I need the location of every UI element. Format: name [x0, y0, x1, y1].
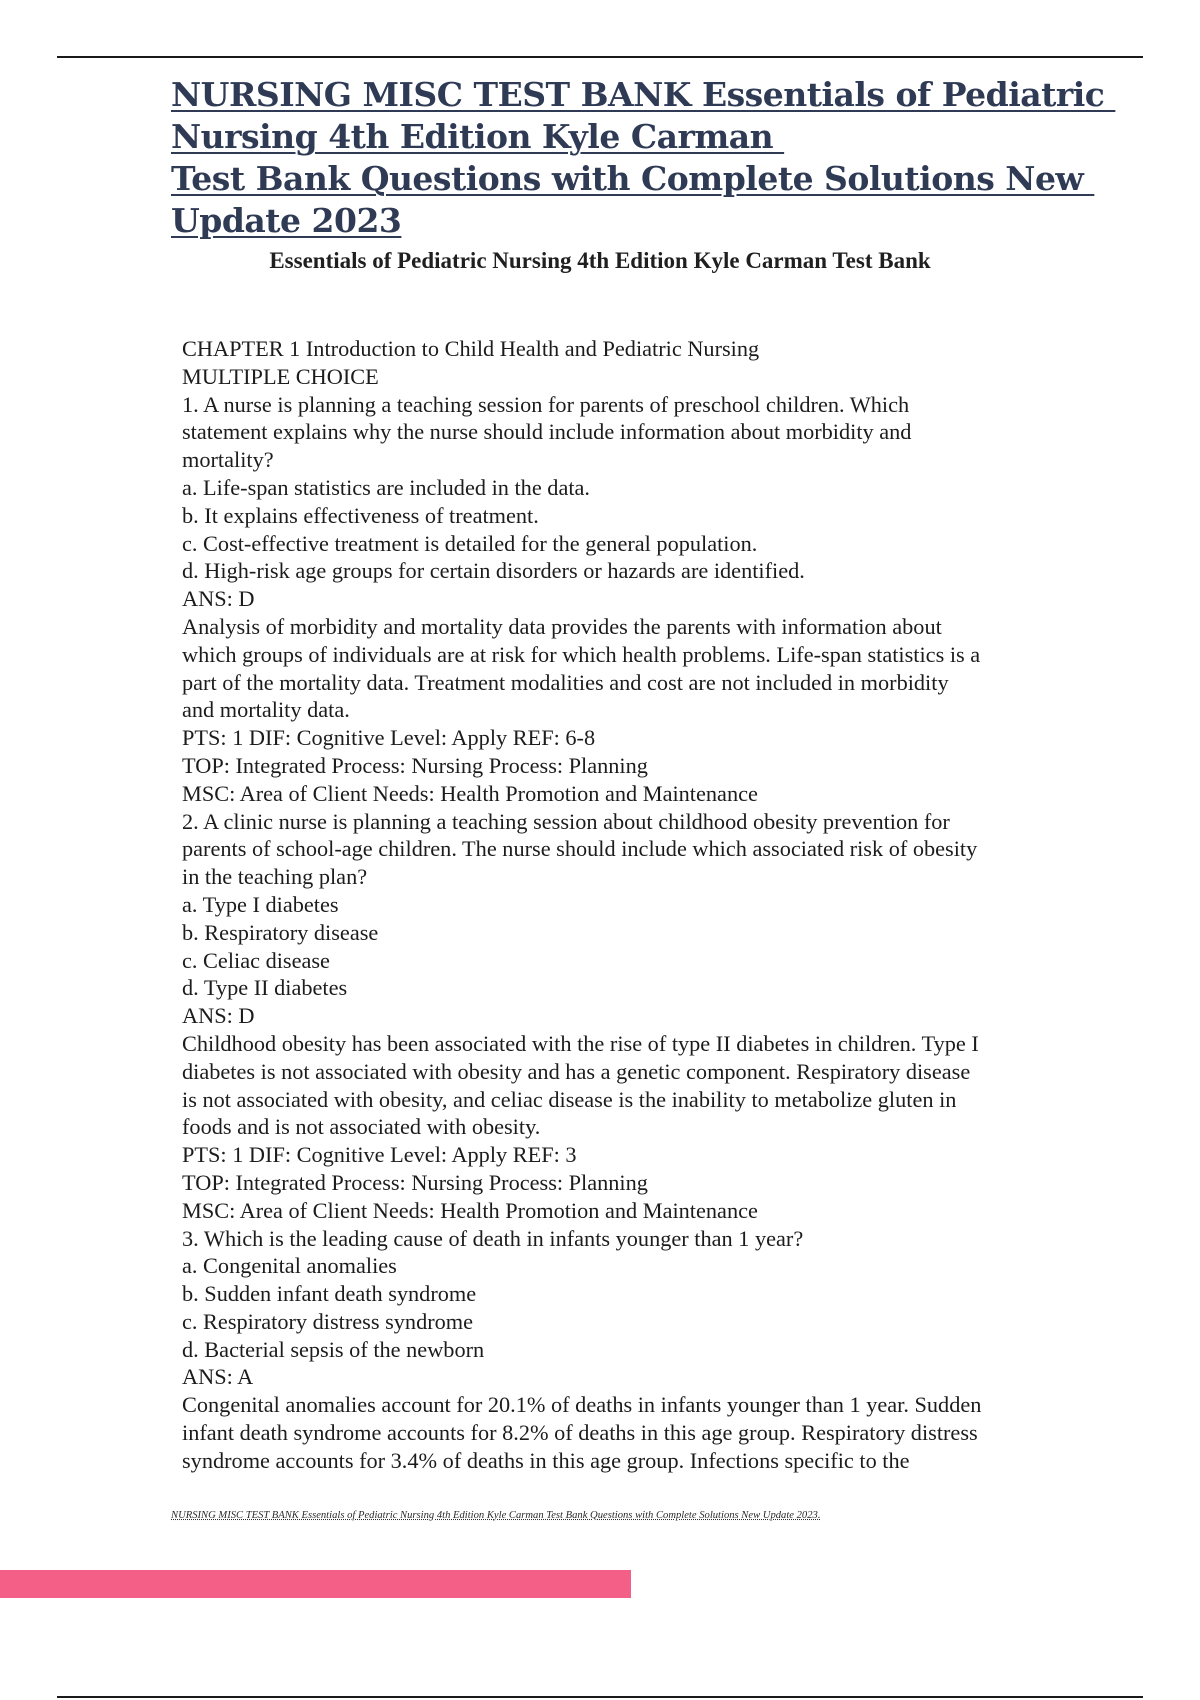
rationale-text: syndrome accounts for 3.4% of deaths in this age group. Infections specific to the	[182, 1447, 910, 1473]
rationale-text: diabetes is not associated with obesity and has a genetic component. Respiratory disease	[182, 1058, 971, 1084]
answer-option: d. Bacterial sepsis of the newborn	[182, 1336, 485, 1362]
title-line: Nursing 4th Edition Kyle Carman	[171, 117, 785, 156]
answer-key: ANS: D	[182, 1003, 255, 1029]
answer-option: d. High-risk age groups for certain disorders or hazards are identified.	[182, 558, 805, 584]
answer-key: ANS: D	[182, 586, 255, 612]
metadata-line: MSC: Area of Client Needs: Health Promotion and Maintenance	[182, 780, 758, 806]
answer-option: a. Type I diabetes	[182, 891, 339, 917]
rationale-text: which groups of individuals are at risk for which health problems. Life-span statistics is a	[182, 641, 981, 667]
metadata-line: PTS: 1 DIF: Cognitive Level: Apply REF: 3	[182, 1142, 577, 1168]
answer-key: ANS: A	[182, 1364, 254, 1390]
accent-bar	[0, 1570, 631, 1598]
answer-option: c. Celiac disease	[182, 947, 330, 973]
answer-option: b. It explains effectiveness of treatment.	[182, 502, 539, 528]
metadata-line: PTS: 1 DIF: Cognitive Level: Apply REF: 6-8	[182, 725, 596, 751]
question-text: 3. Which is the leading cause of death in infants younger than 1 year?	[182, 1225, 804, 1251]
document-body	[182, 335, 1062, 1475]
title-line: Test Bank Questions with Complete Solutions New	[171, 159, 1095, 198]
answer-option: b. Respiratory disease	[182, 919, 379, 945]
question-text: 1. A nurse is planning a teaching session for parents of preschool children. Which	[182, 391, 910, 417]
document-subtitle: Essentials of Pediatric Nursing 4th Edition Kyle Carman Test Bank	[269, 248, 931, 273]
question-text: mortality?	[182, 447, 274, 473]
top-divider	[57, 56, 1143, 58]
title-line: Update 2023	[171, 201, 402, 240]
answer-option: b. Sudden infant death syndrome	[182, 1281, 477, 1307]
question-text: statement explains why the nurse should include information about morbidity and	[182, 419, 912, 445]
answer-option: c. Cost-effective treatment is detailed for the general population.	[182, 530, 758, 556]
section-heading: MULTIPLE CHOICE	[182, 363, 379, 389]
rationale-text: infant death syndrome accounts for 8.2% of deaths in this age group. Respiratory distress	[182, 1420, 978, 1446]
chapter-heading: CHAPTER 1 Introduction to Child Health and Pediatric Nursing	[182, 336, 760, 361]
metadata-line: TOP: Integrated Process: Nursing Process: Planning	[182, 1169, 648, 1195]
rationale-text: and mortality data.	[182, 697, 350, 723]
metadata-line: TOP: Integrated Process: Nursing Process: Planning	[182, 752, 648, 778]
answer-option: d. Type II diabetes	[182, 975, 348, 1001]
answer-option: a. Congenital anomalies	[182, 1253, 397, 1279]
rationale-text: Analysis of morbidity and mortality data provides the parents with information about	[182, 613, 942, 639]
bottom-divider	[57, 1696, 1143, 1698]
document-title	[171, 74, 1116, 242]
rationale-text: is not associated with obesity, and celiac disease is the inability to metabolize gluten in	[182, 1086, 957, 1112]
rationale-text: part of the mortality data. Treatment modalities and cost are not included in morbidity	[182, 669, 949, 695]
answer-option: a. Life-span statistics are included in the data.	[182, 474, 591, 500]
rationale-text: foods and is not associated with obesity.	[182, 1114, 541, 1140]
rationale-text: Childhood obesity has been associated with the rise of type II diabetes in children. Type I	[182, 1030, 979, 1056]
page-footer: NURSING MISC TEST BANK Essentials of Pediatric Nursing 4th Edition Kyle Carman Test Bank Questions with Complete Solutions New Update 2023.	[171, 1510, 821, 1521]
question-text: in the teaching plan?	[182, 864, 368, 890]
answer-option: c. Respiratory distress syndrome	[182, 1308, 474, 1334]
rationale-text: Congenital anomalies account for 20.1% of deaths in infants younger than 1 year. Sudden	[182, 1392, 982, 1418]
title-line: NURSING MISC TEST BANK Essentials of Pediatric	[171, 75, 1116, 114]
question-text: 2. A clinic nurse is planning a teaching session about childhood obesity prevention for	[182, 808, 950, 834]
metadata-line: MSC: Area of Client Needs: Health Promotion and Maintenance	[182, 1197, 758, 1223]
question-text: parents of school-age children. The nurse should include which associated risk of obesity	[182, 836, 978, 862]
